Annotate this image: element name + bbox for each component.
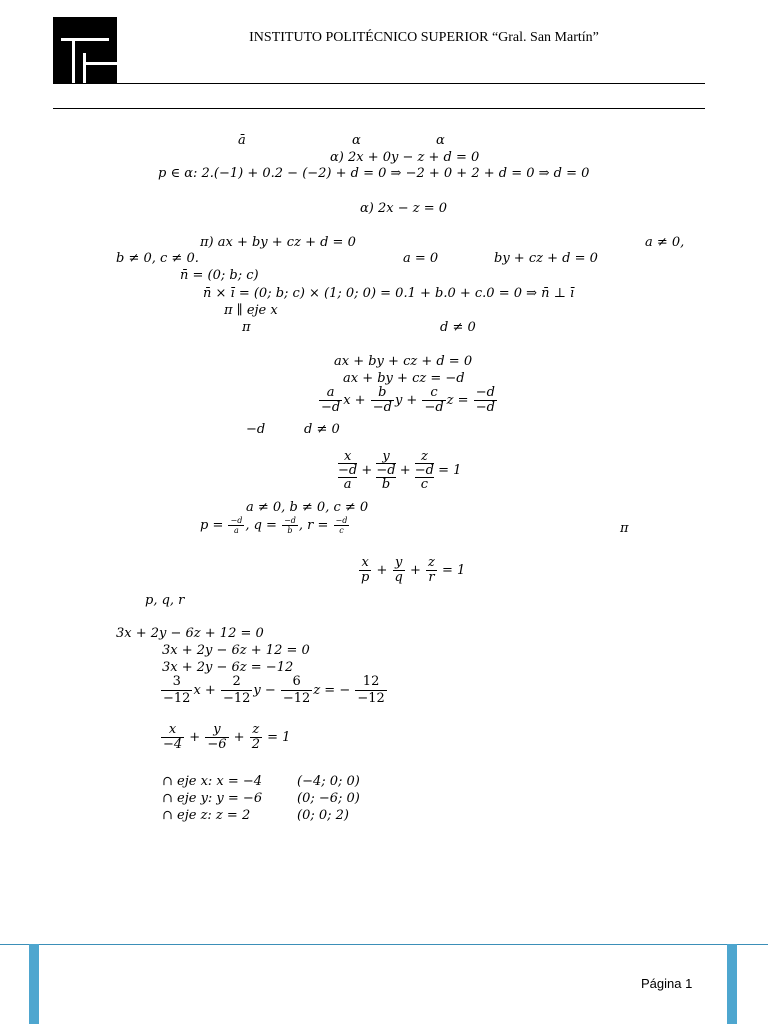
line-14a: −d [246, 422, 266, 437]
line-1b: α [352, 133, 361, 148]
line-8: n̄ × ī = (0; b; c) × (1; 0; 0) = 0.1 + b.0 + c.0 = 0 ⇒ n̄ ⊥ ī [203, 286, 575, 301]
line-11: ax + by + cz + d = 0 [334, 354, 473, 369]
line-9: π ∥ eje x [224, 303, 278, 318]
line-2: α) 2x + 0y − z + d = 0 [330, 150, 480, 165]
line-12: ax + by + cz = −d [343, 371, 465, 386]
intersection-x: ∩ eje x: x = −4 [162, 774, 263, 789]
equation-segment-form: $\frac{x}{p}$ + $\frac{y}{q}$ + $\frac{z}{r}$ = 1 [361, 555, 466, 585]
line-17pi: π [620, 521, 629, 536]
intersection-z: ∩ eje z: z = 2 [162, 808, 251, 823]
intersection-y: ∩ eje y: y = −6 [162, 791, 263, 806]
footer-bar-right [727, 944, 737, 1024]
header-rule-2 [53, 108, 705, 109]
example-segment-form: $\frac{x}{-4}$ + $\frac{y}{-6}$ + $\frac{z}{2}$ = 1 [163, 722, 291, 752]
line-10b: d ≠ 0 [440, 320, 476, 335]
footer-rule [0, 944, 768, 945]
intersection-z-point: (0; 0; 2) [297, 808, 349, 823]
line-5: π) ax + by + cz + d = 0 [200, 235, 356, 250]
equation-intercepts-def: p = $\frac{-d}{a}$ , q = $\frac{-d}{b}$ , r = $\frac{-d}{c}$ [200, 516, 348, 535]
line-10a: π [242, 320, 251, 335]
intersection-y-point: (0; −6; 0) [297, 791, 360, 806]
footer-bar-left [29, 944, 39, 1024]
header-rule-1 [53, 83, 705, 84]
line-1c: α [436, 133, 445, 148]
equation-fractions-1: $\frac{a}{-d}$ x + $\frac{b}{-d}$ y + $\frac{c}{-d}$ z = $\frac{-d}{-d}$ [321, 385, 495, 415]
line-14b: d ≠ 0 [304, 422, 340, 437]
line-19: p, q, r [145, 593, 185, 608]
line-5b: a ≠ 0, [645, 235, 685, 250]
line-6c: by + cz + d = 0 [494, 251, 598, 266]
line-1a: ā [238, 133, 246, 148]
equation-compound-fraction: x −d a + y −d b + z −d c = 1 [338, 449, 462, 492]
header-institution: INSTITUTO POLITÉCNICO SUPERIOR “Gral. San Martín” [249, 30, 599, 45]
line-3: p ∈ α: 2.(−1) + 0.2 − (−2) + d = 0 ⇒ −2 + 0 + 2 + d = 0 ⇒ d = 0 [158, 166, 590, 181]
example-fractions: $\frac{3}{-12}$ x + $\frac{2}{-12}$ y − $\frac{6}{-12}$ z = − $\frac{12}{-12}$ [163, 674, 385, 706]
page-number: Página 1 [641, 976, 693, 991]
example-line-2: 3x + 2y − 6z + 12 = 0 [162, 643, 310, 658]
line-4: α) 2x − z = 0 [360, 201, 448, 216]
line-6a: b ≠ 0, c ≠ 0. [116, 251, 199, 266]
example-line-1: 3x + 2y − 6z + 12 = 0 [116, 626, 264, 641]
line-16: a ≠ 0, b ≠ 0, c ≠ 0 [246, 500, 369, 515]
line-6b: a = 0 [403, 251, 439, 266]
institute-logo [53, 17, 117, 83]
line-7: n̄ = (0; b; c) [180, 268, 259, 283]
intersection-x-point: (−4; 0; 0) [297, 774, 360, 789]
example-line-3: 3x + 2y − 6z = −12 [162, 660, 294, 675]
